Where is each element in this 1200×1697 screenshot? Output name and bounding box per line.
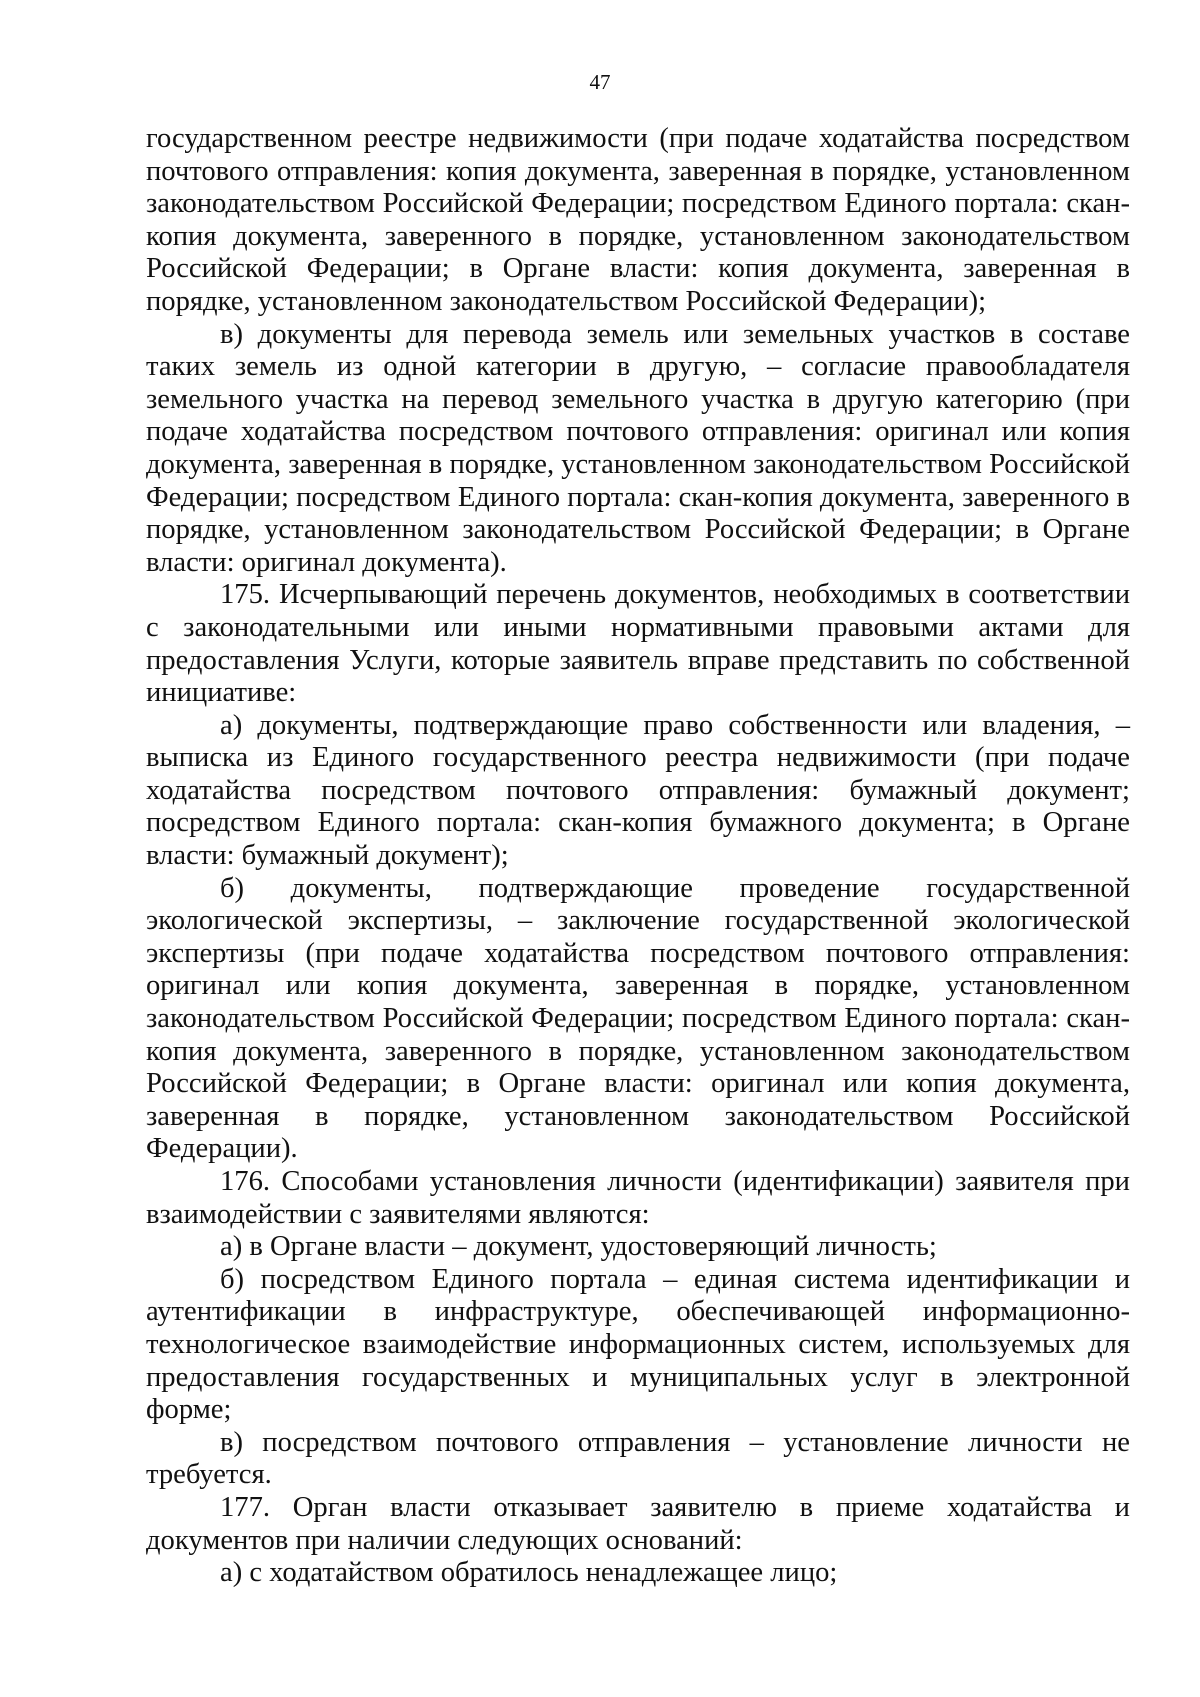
paragraph-175-b: б) документы, подтверждающие проведение государственной экологической экспертизы, – заключение государственной экологической экспертизы (при подаче ходатайства посредством почтового отправления: оригинал или копия документа, заверенная в порядке, установленном законодательством Российской Федерации; посредством Единого портала: скан-копия документа, заверенного в порядке, установленном законодательством Российской Федерации; в Органе власти: оригинал или копия документа, заверенная в порядке, установленном законодательством Российской Федерации). xyxy=(146,872,1130,1165)
paragraph-176: 176. Способами установления личности (идентификации) заявителя при взаимодействии с заявителями являются: xyxy=(146,1166,1130,1230)
paragraph-177: 177. Орган власти отказывает заявителю в приеме ходатайства и документов при наличии следующих оснований: xyxy=(146,1491,1130,1556)
paragraph-item-v: в) документы для перевода земель или земельных участков в составе таких земель из одной категории в другую, – согласие правообладателя земельного участка на перевод земельного участка в другую категорию (при подаче ходатайства посредством почтового отправления: оригинал или копия документа, заверенная в порядке, установленном законодательством Российской Федерации; посредством Единого портала: скан-копия документа, заверенного в порядке, установленном законодательством Российской Федерации; в Органе власти: оригинал документа). xyxy=(146,318,1130,578)
page-number: 47 xyxy=(589,70,611,94)
paragraph-176-a: а) в Органе власти – документ, удостоверяющий личность; xyxy=(220,1231,937,1263)
paragraph-176-b: б) посредством Единого портала – единая система идентификации и аутентификации в инфраструктуре, обеспечивающей информационно-технологическое взаимодействие информационных систем, используемых для предоставления государственных и муниципальных услуг в электронной форме; xyxy=(146,1263,1130,1426)
paragraph-continuation: государственном реестре недвижимости (при подаче ходатайства посредством почтового отправления: копия документа, заверенная в порядке, установленном законодательством Российской Федерации; посредством Единого портала: скан-копия документа, заверенного в порядке, установленном законодательством Российской Федерации; в Органе власти: копия документа, заверенная в порядке, установленном законодательством Российской Федерации); xyxy=(146,123,1130,317)
paragraph-176-v: в) посредством почтового отправления – установление личности не требуется. xyxy=(146,1426,1130,1491)
document-body xyxy=(146,123,1130,1590)
paragraph-175: 175. Исчерпывающий перечень документов, необходимых в соответствии с законодательными или иными нормативными правовыми актами для предоставления Услуги, которые заявитель вправе представить по собственной инициативе: xyxy=(146,579,1130,709)
paragraph-175-a: а) документы, подтверждающие право собственности или владения, – выписка из Единого государственного реестра недвижимости (при подаче ходатайства посредством почтового отправления: бумажный документ; посредством Единого портала: скан-копия бумажного документа; в Органе власти: бумажный документ); xyxy=(146,709,1130,872)
paragraph-177-a: а) с ходатайством обратилось ненадлежащее лицо; xyxy=(220,1557,838,1589)
